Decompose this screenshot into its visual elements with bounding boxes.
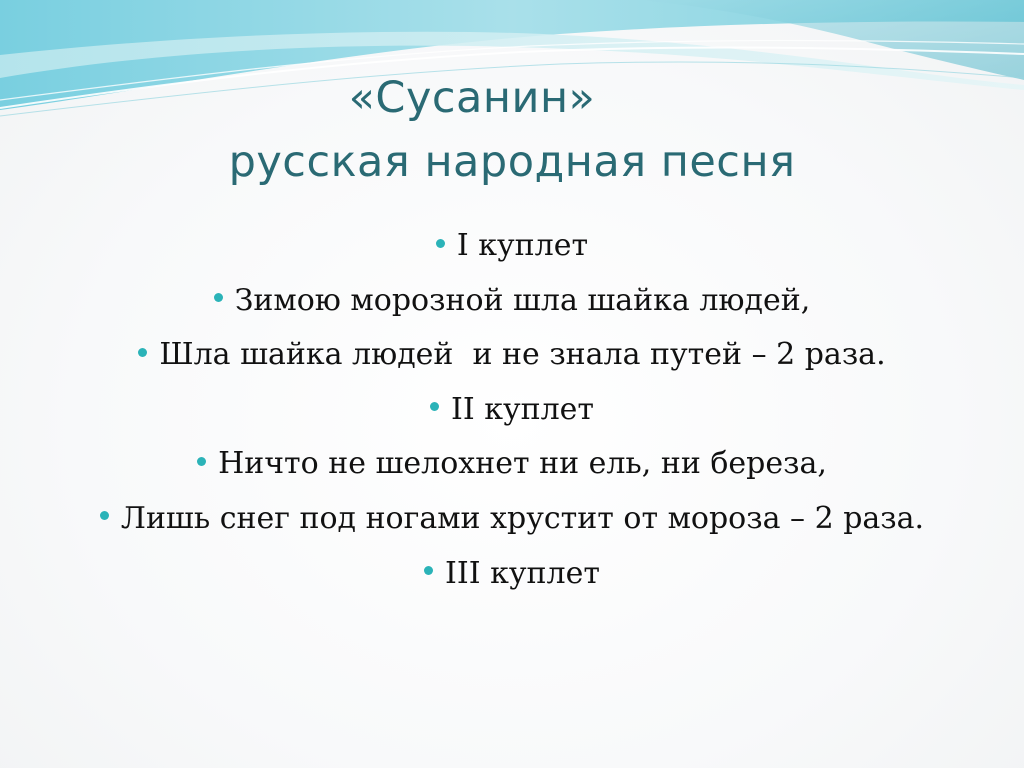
bullet-list bbox=[0, 219, 1024, 601]
title-line-1: «Сусанин» bbox=[348, 73, 596, 123]
list-item bbox=[0, 547, 1024, 602]
list-item-text: III куплет bbox=[445, 555, 600, 591]
title-line-2: русская народная песня bbox=[228, 137, 796, 187]
list-item-text: II куплет bbox=[450, 391, 595, 427]
bullet-dot-icon bbox=[214, 293, 223, 302]
list-item bbox=[0, 437, 1024, 492]
list-item-text: Шла шайка людей и не знала путей – 2 раза. bbox=[159, 337, 886, 373]
bullet-dot-icon bbox=[197, 457, 206, 466]
bullet-dot-icon bbox=[100, 511, 109, 520]
list-item-text: I куплет bbox=[456, 228, 589, 263]
bullet-dot-icon bbox=[138, 348, 147, 357]
bullet-dot-icon bbox=[424, 566, 433, 575]
slide-title bbox=[0, 66, 1024, 194]
list-item bbox=[0, 492, 1024, 547]
list-item-text: Ничто не шелохнет ни ель, ни береза, bbox=[218, 446, 827, 482]
bullet-dot-icon bbox=[430, 402, 439, 411]
list-item-text: Лишь снег под ногами хрустит от мороза – 2 раза. bbox=[120, 500, 925, 536]
list-item bbox=[0, 328, 1024, 383]
list-item bbox=[0, 219, 1024, 274]
list-item-text: Зимою морозной шла шайка людей, bbox=[234, 282, 811, 318]
bullet-dot-icon bbox=[436, 239, 445, 248]
list-item bbox=[0, 274, 1024, 329]
list-item bbox=[0, 383, 1024, 438]
